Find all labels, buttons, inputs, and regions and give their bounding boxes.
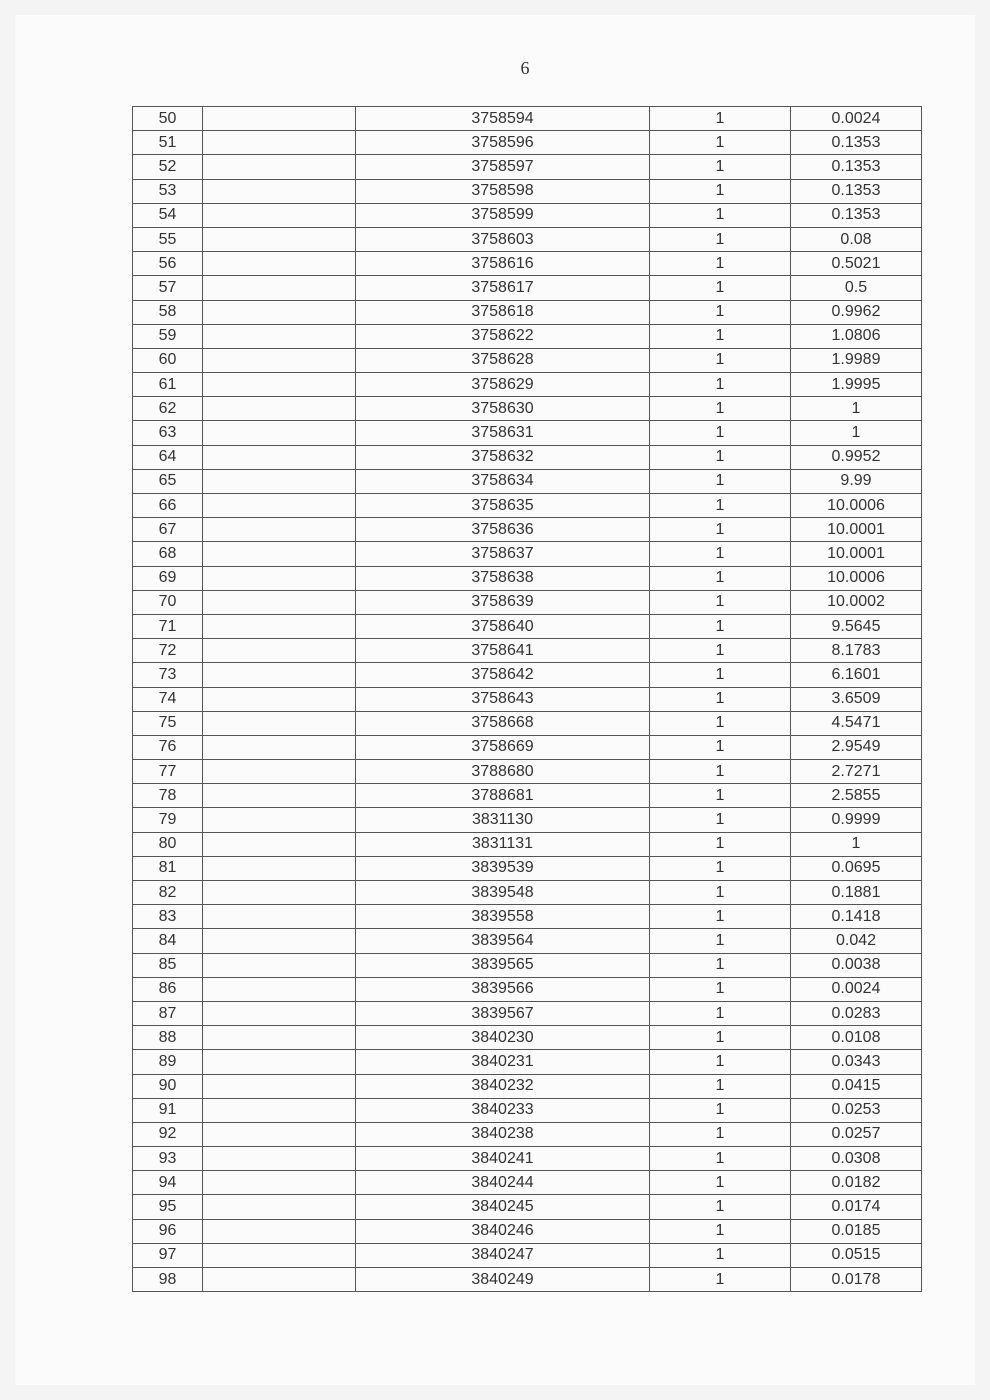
row-number-cell: 83 bbox=[133, 905, 203, 929]
row-number-cell: 75 bbox=[133, 711, 203, 735]
value-cell: 0.9999 bbox=[791, 808, 922, 832]
blank-cell bbox=[203, 542, 356, 566]
row-number-cell: 63 bbox=[133, 421, 203, 445]
row-number-cell: 91 bbox=[133, 1098, 203, 1122]
code-cell: 3840233 bbox=[356, 1098, 650, 1122]
quantity-cell: 1 bbox=[650, 421, 791, 445]
code-cell: 3758639 bbox=[356, 590, 650, 614]
value-cell: 0.5 bbox=[791, 276, 922, 300]
table-row bbox=[133, 155, 922, 179]
blank-cell bbox=[203, 929, 356, 953]
quantity-cell: 1 bbox=[650, 977, 791, 1001]
code-cell: 3788680 bbox=[356, 760, 650, 784]
value-cell: 9.99 bbox=[791, 469, 922, 493]
row-number-cell: 86 bbox=[133, 977, 203, 1001]
table-row bbox=[133, 1026, 922, 1050]
code-cell: 3840246 bbox=[356, 1219, 650, 1243]
quantity-cell: 1 bbox=[650, 373, 791, 397]
table-row bbox=[133, 252, 922, 276]
code-cell: 3758616 bbox=[356, 252, 650, 276]
blank-cell bbox=[203, 614, 356, 638]
table-row bbox=[133, 735, 922, 759]
row-number-cell: 93 bbox=[133, 1147, 203, 1171]
code-cell: 3758617 bbox=[356, 276, 650, 300]
quantity-cell: 1 bbox=[650, 542, 791, 566]
blank-cell bbox=[203, 1098, 356, 1122]
value-cell: 0.0108 bbox=[791, 1026, 922, 1050]
table-row bbox=[133, 905, 922, 929]
blank-cell bbox=[203, 1195, 356, 1219]
quantity-cell: 1 bbox=[650, 1098, 791, 1122]
row-number-cell: 73 bbox=[133, 663, 203, 687]
quantity-cell: 1 bbox=[650, 856, 791, 880]
table-row bbox=[133, 566, 922, 590]
row-number-cell: 61 bbox=[133, 373, 203, 397]
quantity-cell: 1 bbox=[650, 203, 791, 227]
blank-cell bbox=[203, 421, 356, 445]
value-cell: 1.0806 bbox=[791, 324, 922, 348]
page-number: 6 bbox=[520, 58, 530, 78]
value-cell: 10.0002 bbox=[791, 590, 922, 614]
table-row bbox=[133, 856, 922, 880]
quantity-cell: 1 bbox=[650, 518, 791, 542]
table-row bbox=[133, 1268, 922, 1292]
blank-cell bbox=[203, 590, 356, 614]
value-cell: 0.0515 bbox=[791, 1243, 922, 1267]
code-cell: 3839567 bbox=[356, 1001, 650, 1025]
value-cell: 10.0006 bbox=[791, 494, 922, 518]
table-row bbox=[133, 421, 922, 445]
table-row bbox=[133, 784, 922, 808]
table-row bbox=[133, 1098, 922, 1122]
row-number-cell: 87 bbox=[133, 1001, 203, 1025]
value-cell: 3.6509 bbox=[791, 687, 922, 711]
code-cell: 3758603 bbox=[356, 227, 650, 251]
table-row bbox=[133, 929, 922, 953]
code-cell: 3758643 bbox=[356, 687, 650, 711]
code-cell: 3831130 bbox=[356, 808, 650, 832]
code-cell: 3758631 bbox=[356, 421, 650, 445]
blank-cell bbox=[203, 1001, 356, 1025]
table-row bbox=[133, 1074, 922, 1098]
blank-cell bbox=[203, 784, 356, 808]
row-number-cell: 62 bbox=[133, 397, 203, 421]
quantity-cell: 1 bbox=[650, 1171, 791, 1195]
blank-cell bbox=[203, 276, 356, 300]
value-cell: 2.9549 bbox=[791, 735, 922, 759]
row-number-cell: 56 bbox=[133, 252, 203, 276]
blank-cell bbox=[203, 1026, 356, 1050]
code-cell: 3839565 bbox=[356, 953, 650, 977]
table-row bbox=[133, 494, 922, 518]
code-cell: 3839566 bbox=[356, 977, 650, 1001]
value-cell: 0.0415 bbox=[791, 1074, 922, 1098]
row-number-cell: 50 bbox=[133, 107, 203, 131]
value-cell: 0.9962 bbox=[791, 300, 922, 324]
row-number-cell: 55 bbox=[133, 227, 203, 251]
quantity-cell: 1 bbox=[650, 590, 791, 614]
value-cell: 0.1353 bbox=[791, 131, 922, 155]
code-cell: 3758629 bbox=[356, 373, 650, 397]
code-cell: 3758638 bbox=[356, 566, 650, 590]
blank-cell bbox=[203, 1219, 356, 1243]
row-number-cell: 70 bbox=[133, 590, 203, 614]
code-cell: 3758636 bbox=[356, 518, 650, 542]
value-cell: 0.0283 bbox=[791, 1001, 922, 1025]
code-cell: 3758628 bbox=[356, 348, 650, 372]
quantity-cell: 1 bbox=[650, 929, 791, 953]
code-cell: 3758622 bbox=[356, 324, 650, 348]
blank-cell bbox=[203, 300, 356, 324]
code-cell: 3840249 bbox=[356, 1268, 650, 1292]
code-cell: 3758635 bbox=[356, 494, 650, 518]
row-number-cell: 67 bbox=[133, 518, 203, 542]
value-cell: 1.9989 bbox=[791, 348, 922, 372]
quantity-cell: 1 bbox=[650, 445, 791, 469]
blank-cell bbox=[203, 856, 356, 880]
table-row bbox=[133, 590, 922, 614]
blank-cell bbox=[203, 324, 356, 348]
quantity-cell: 1 bbox=[650, 494, 791, 518]
value-cell: 0.0695 bbox=[791, 856, 922, 880]
value-cell: 0.0185 bbox=[791, 1219, 922, 1243]
blank-cell bbox=[203, 155, 356, 179]
row-number-cell: 77 bbox=[133, 760, 203, 784]
table-row bbox=[133, 711, 922, 735]
value-cell: 2.5855 bbox=[791, 784, 922, 808]
value-cell: 1 bbox=[791, 832, 922, 856]
value-cell: 0.0024 bbox=[791, 977, 922, 1001]
quantity-cell: 1 bbox=[650, 1050, 791, 1074]
row-number-cell: 80 bbox=[133, 832, 203, 856]
value-cell: 0.0182 bbox=[791, 1171, 922, 1195]
value-cell: 2.7271 bbox=[791, 760, 922, 784]
quantity-cell: 1 bbox=[650, 276, 791, 300]
code-cell: 3840230 bbox=[356, 1026, 650, 1050]
row-number-cell: 65 bbox=[133, 469, 203, 493]
code-cell: 3758634 bbox=[356, 469, 650, 493]
code-cell: 3758596 bbox=[356, 131, 650, 155]
row-number-cell: 79 bbox=[133, 808, 203, 832]
quantity-cell: 1 bbox=[650, 953, 791, 977]
quantity-cell: 1 bbox=[650, 155, 791, 179]
row-number-cell: 64 bbox=[133, 445, 203, 469]
code-cell: 3758642 bbox=[356, 663, 650, 687]
quantity-cell: 1 bbox=[650, 566, 791, 590]
value-cell: 9.5645 bbox=[791, 614, 922, 638]
table-row bbox=[133, 808, 922, 832]
blank-cell bbox=[203, 1171, 356, 1195]
table-row bbox=[133, 179, 922, 203]
code-cell: 3839558 bbox=[356, 905, 650, 929]
value-cell: 0.1353 bbox=[791, 203, 922, 227]
table-row bbox=[133, 373, 922, 397]
blank-cell bbox=[203, 687, 356, 711]
table-row bbox=[133, 1243, 922, 1267]
value-cell: 4.5471 bbox=[791, 711, 922, 735]
code-cell: 3840231 bbox=[356, 1050, 650, 1074]
table-row bbox=[133, 397, 922, 421]
table-row bbox=[133, 881, 922, 905]
code-cell: 3758641 bbox=[356, 639, 650, 663]
table-row bbox=[133, 639, 922, 663]
blank-cell bbox=[203, 1122, 356, 1146]
blank-cell bbox=[203, 953, 356, 977]
blank-cell bbox=[203, 107, 356, 131]
code-cell: 3839548 bbox=[356, 881, 650, 905]
quantity-cell: 1 bbox=[650, 639, 791, 663]
quantity-cell: 1 bbox=[650, 687, 791, 711]
value-cell: 0.0178 bbox=[791, 1268, 922, 1292]
row-number-cell: 84 bbox=[133, 929, 203, 953]
quantity-cell: 1 bbox=[650, 1026, 791, 1050]
table-row bbox=[133, 1147, 922, 1171]
row-number-cell: 82 bbox=[133, 881, 203, 905]
table-row bbox=[133, 469, 922, 493]
quantity-cell: 1 bbox=[650, 808, 791, 832]
table-row bbox=[133, 324, 922, 348]
blank-cell bbox=[203, 348, 356, 372]
row-number-cell: 72 bbox=[133, 639, 203, 663]
row-number-cell: 81 bbox=[133, 856, 203, 880]
code-cell: 3839539 bbox=[356, 856, 650, 880]
blank-cell bbox=[203, 663, 356, 687]
code-cell: 3758597 bbox=[356, 155, 650, 179]
value-cell: 0.1418 bbox=[791, 905, 922, 929]
row-number-cell: 74 bbox=[133, 687, 203, 711]
value-cell: 0.1353 bbox=[791, 155, 922, 179]
blank-cell bbox=[203, 639, 356, 663]
row-number-cell: 78 bbox=[133, 784, 203, 808]
code-cell: 3758599 bbox=[356, 203, 650, 227]
quantity-cell: 1 bbox=[650, 300, 791, 324]
quantity-cell: 1 bbox=[650, 735, 791, 759]
quantity-cell: 1 bbox=[650, 227, 791, 251]
row-number-cell: 89 bbox=[133, 1050, 203, 1074]
row-number-cell: 85 bbox=[133, 953, 203, 977]
row-number-cell: 76 bbox=[133, 735, 203, 759]
table-row bbox=[133, 1195, 922, 1219]
value-cell: 10.0001 bbox=[791, 542, 922, 566]
quantity-cell: 1 bbox=[650, 663, 791, 687]
value-cell: 1 bbox=[791, 397, 922, 421]
quantity-cell: 1 bbox=[650, 1074, 791, 1098]
quantity-cell: 1 bbox=[650, 784, 791, 808]
value-cell: 0.08 bbox=[791, 227, 922, 251]
row-number-cell: 51 bbox=[133, 131, 203, 155]
table-row bbox=[133, 131, 922, 155]
table-row bbox=[133, 1122, 922, 1146]
quantity-cell: 1 bbox=[650, 1219, 791, 1243]
table-row bbox=[133, 227, 922, 251]
table-row bbox=[133, 348, 922, 372]
row-number-cell: 52 bbox=[133, 155, 203, 179]
blank-cell bbox=[203, 1268, 356, 1292]
row-number-cell: 96 bbox=[133, 1219, 203, 1243]
value-cell: 0.5021 bbox=[791, 252, 922, 276]
table-row bbox=[133, 832, 922, 856]
quantity-cell: 1 bbox=[650, 614, 791, 638]
value-cell: 8.1783 bbox=[791, 639, 922, 663]
quantity-cell: 1 bbox=[650, 469, 791, 493]
blank-cell bbox=[203, 1050, 356, 1074]
quantity-cell: 1 bbox=[650, 1001, 791, 1025]
table-row bbox=[133, 663, 922, 687]
value-cell: 0.9952 bbox=[791, 445, 922, 469]
table-body bbox=[133, 107, 922, 1292]
blank-cell bbox=[203, 760, 356, 784]
quantity-cell: 1 bbox=[650, 1195, 791, 1219]
row-number-cell: 58 bbox=[133, 300, 203, 324]
table-row bbox=[133, 1171, 922, 1195]
value-cell: 10.0006 bbox=[791, 566, 922, 590]
blank-cell bbox=[203, 131, 356, 155]
blank-cell bbox=[203, 1074, 356, 1098]
blank-cell bbox=[203, 1147, 356, 1171]
quantity-cell: 1 bbox=[650, 252, 791, 276]
code-cell: 3758632 bbox=[356, 445, 650, 469]
row-number-cell: 92 bbox=[133, 1122, 203, 1146]
value-cell: 1 bbox=[791, 421, 922, 445]
table-row bbox=[133, 1050, 922, 1074]
quantity-cell: 1 bbox=[650, 711, 791, 735]
blank-cell bbox=[203, 252, 356, 276]
row-number-cell: 69 bbox=[133, 566, 203, 590]
code-cell: 3840247 bbox=[356, 1243, 650, 1267]
code-cell: 3840245 bbox=[356, 1195, 650, 1219]
quantity-cell: 1 bbox=[650, 179, 791, 203]
value-cell: 0.0174 bbox=[791, 1195, 922, 1219]
row-number-cell: 94 bbox=[133, 1171, 203, 1195]
code-cell: 3758618 bbox=[356, 300, 650, 324]
code-cell: 3758668 bbox=[356, 711, 650, 735]
blank-cell bbox=[203, 518, 356, 542]
blank-cell bbox=[203, 977, 356, 1001]
row-number-cell: 57 bbox=[133, 276, 203, 300]
blank-cell bbox=[203, 373, 356, 397]
code-cell: 3840238 bbox=[356, 1122, 650, 1146]
row-number-cell: 68 bbox=[133, 542, 203, 566]
table-row bbox=[133, 542, 922, 566]
code-cell: 3840241 bbox=[356, 1147, 650, 1171]
row-number-cell: 54 bbox=[133, 203, 203, 227]
blank-cell bbox=[203, 445, 356, 469]
row-number-cell: 60 bbox=[133, 348, 203, 372]
code-cell: 3758637 bbox=[356, 542, 650, 566]
value-cell: 0.0308 bbox=[791, 1147, 922, 1171]
table-row bbox=[133, 977, 922, 1001]
value-cell: 6.1601 bbox=[791, 663, 922, 687]
table-row bbox=[133, 445, 922, 469]
table-row bbox=[133, 203, 922, 227]
row-number-cell: 66 bbox=[133, 494, 203, 518]
quantity-cell: 1 bbox=[650, 324, 791, 348]
value-cell: 0.0024 bbox=[791, 107, 922, 131]
code-cell: 3831131 bbox=[356, 832, 650, 856]
blank-cell bbox=[203, 735, 356, 759]
quantity-cell: 1 bbox=[650, 832, 791, 856]
quantity-cell: 1 bbox=[650, 131, 791, 155]
blank-cell bbox=[203, 1243, 356, 1267]
quantity-cell: 1 bbox=[650, 348, 791, 372]
blank-cell bbox=[203, 881, 356, 905]
code-cell: 3839564 bbox=[356, 929, 650, 953]
data-table bbox=[132, 106, 922, 1292]
row-number-cell: 97 bbox=[133, 1243, 203, 1267]
value-cell: 0.042 bbox=[791, 929, 922, 953]
value-cell: 10.0001 bbox=[791, 518, 922, 542]
row-number-cell: 88 bbox=[133, 1026, 203, 1050]
table-row bbox=[133, 1001, 922, 1025]
value-cell: 0.0253 bbox=[791, 1098, 922, 1122]
blank-cell bbox=[203, 397, 356, 421]
blank-cell bbox=[203, 227, 356, 251]
value-cell: 0.1881 bbox=[791, 881, 922, 905]
code-cell: 3758630 bbox=[356, 397, 650, 421]
table-row bbox=[133, 614, 922, 638]
code-cell: 3758594 bbox=[356, 107, 650, 131]
table-row bbox=[133, 300, 922, 324]
quantity-cell: 1 bbox=[650, 397, 791, 421]
quantity-cell: 1 bbox=[650, 905, 791, 929]
value-cell: 0.0038 bbox=[791, 953, 922, 977]
table-row bbox=[133, 687, 922, 711]
blank-cell bbox=[203, 711, 356, 735]
code-cell: 3840244 bbox=[356, 1171, 650, 1195]
blank-cell bbox=[203, 566, 356, 590]
quantity-cell: 1 bbox=[650, 1243, 791, 1267]
row-number-cell: 59 bbox=[133, 324, 203, 348]
value-cell: 0.0257 bbox=[791, 1122, 922, 1146]
table-row bbox=[133, 760, 922, 784]
row-number-cell: 71 bbox=[133, 614, 203, 638]
blank-cell bbox=[203, 203, 356, 227]
code-cell: 3758669 bbox=[356, 735, 650, 759]
blank-cell bbox=[203, 832, 356, 856]
code-cell: 3840232 bbox=[356, 1074, 650, 1098]
row-number-cell: 95 bbox=[133, 1195, 203, 1219]
row-number-cell: 90 bbox=[133, 1074, 203, 1098]
value-cell: 0.0343 bbox=[791, 1050, 922, 1074]
blank-cell bbox=[203, 179, 356, 203]
blank-cell bbox=[203, 905, 356, 929]
code-cell: 3758598 bbox=[356, 179, 650, 203]
table-row bbox=[133, 107, 922, 131]
quantity-cell: 1 bbox=[650, 881, 791, 905]
table-row bbox=[133, 953, 922, 977]
code-cell: 3788681 bbox=[356, 784, 650, 808]
quantity-cell: 1 bbox=[650, 1268, 791, 1292]
quantity-cell: 1 bbox=[650, 1122, 791, 1146]
value-cell: 0.1353 bbox=[791, 179, 922, 203]
row-number-cell: 98 bbox=[133, 1268, 203, 1292]
quantity-cell: 1 bbox=[650, 1147, 791, 1171]
blank-cell bbox=[203, 494, 356, 518]
blank-cell bbox=[203, 469, 356, 493]
table-row bbox=[133, 276, 922, 300]
code-cell: 3758640 bbox=[356, 614, 650, 638]
table-row bbox=[133, 1219, 922, 1243]
quantity-cell: 1 bbox=[650, 760, 791, 784]
quantity-cell: 1 bbox=[650, 107, 791, 131]
blank-cell bbox=[203, 808, 356, 832]
value-cell: 1.9995 bbox=[791, 373, 922, 397]
table-row bbox=[133, 518, 922, 542]
row-number-cell: 53 bbox=[133, 179, 203, 203]
